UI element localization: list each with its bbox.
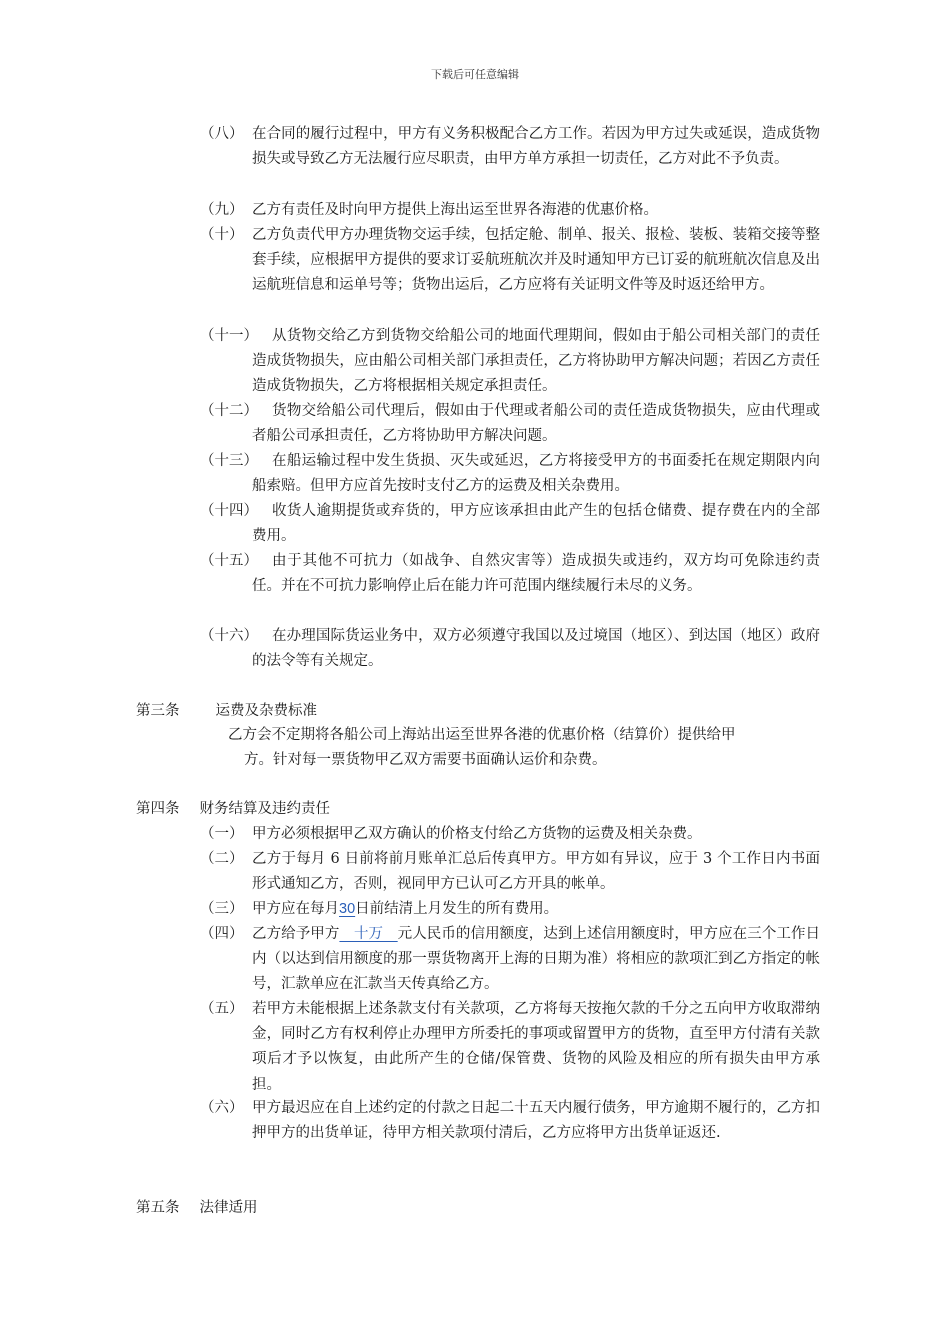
credit-amount-field: 十万 — [339, 926, 398, 942]
finance-item-5 — [200, 997, 820, 1098]
clause-item-12 — [200, 399, 820, 449]
clause-text: 乙方于每月 6 日前将前月账单汇总后传真甲方。甲方如有异议，应于 3 个工作日内书面形式通知乙方，否则，视同甲方已认可乙方开具的帐单。 — [252, 851, 820, 893]
clause-number: （十三） — [200, 453, 258, 469]
clause-text: 由于其他不可抗力（如战争、自然灾害等）造成损失或违约，双方均可免除违约责任。并在不可抗力影响停止后在能力许可范围内继续履行未尽的义务。 — [252, 553, 820, 595]
article-title: 法律适用 — [199, 1200, 258, 1216]
text-segment: 元人民币的信用额度，达到上述信用额度时，甲方应在三个工作日内（以达到信用额度的那一票货物离开上海的日期为准）将相应的款项汇到乙方指定的帐号，汇款单应在汇款当天传真给乙方。 — [252, 926, 821, 993]
clause-text — [200, 922, 820, 998]
article-number: 第三条 — [136, 703, 180, 719]
clause-item-14 — [200, 499, 820, 549]
clause-text: 若甲方未能根据上述条款支付有关款项，乙方将每天按拖欠款的千分之五向甲方收取滞纳金，同时乙方有权利停止办理甲方所委托的事项或留置甲方的货物，直至甲方付清有关款项后才予以恢复，由此所产生的仓储/保管费、货物的风险及相应的所有损失由甲方承担。 — [252, 1001, 820, 1093]
clause-text: 货物交给船公司代理后，假如由于代理或者船公司的责任造成货物损失，应由代理或者船公司承担责任，乙方将协助甲方解决问题。 — [252, 403, 820, 445]
text-segment: 日前结清上月发生的所有费用。 — [355, 901, 559, 917]
clause-text: 乙方有责任及时向甲方提供上海出运至世界各海港的优惠价格。 — [252, 202, 658, 218]
clause-text: 在船运输过程中发生货损、灭失或延迟，乙方将接受甲方的书面委托在规定期限内向船索赔。但甲方应首先按时支付乙方的运费及相关杂费用。 — [252, 453, 820, 495]
clause-number: （一） — [200, 826, 244, 842]
clause-number: （六） — [200, 1100, 244, 1116]
finance-item-6 — [200, 1096, 820, 1146]
clause-number: （十六） — [200, 628, 258, 644]
clause-text: 在合同的履行过程中，甲方有义务积极配合乙方工作。若因为甲方过失或延误，造成货物损失或导致乙方无法履行应尽职责，由甲方单方承担一切责任，乙方对此不予负责。 — [252, 126, 820, 168]
payment-day-field: 30 — [339, 901, 356, 917]
clause-item-11 — [200, 324, 820, 400]
article-3-paragraph — [228, 723, 818, 773]
clause-number: （五） — [200, 1001, 244, 1017]
finance-item-4 — [200, 922, 820, 998]
article-3-heading — [136, 699, 317, 724]
article-title: 财务结算及违约责任 — [199, 801, 330, 817]
text-segment: 乙方给予甲方 — [252, 926, 340, 942]
clause-item-8 — [200, 122, 820, 172]
clause-text — [200, 897, 820, 922]
text-segment: 甲方应在每月 — [252, 901, 339, 917]
clause-number: （八） — [200, 126, 244, 142]
finance-item-2 — [200, 847, 820, 897]
clause-item-10 — [200, 223, 820, 299]
finance-item-3 — [200, 897, 820, 922]
clause-number: （三） — [200, 901, 244, 917]
clause-item-13 — [200, 449, 820, 499]
clause-text: 从货物交给乙方到货物交给船公司的地面代理期间，假如由于船公司相关部门的责任造成货物损失，应由船公司相关部门承担责任，乙方将协助甲方解决问题；若因乙方责任造成货物损失，乙方将根据相关规定承担责任。 — [252, 328, 820, 395]
clause-number: （十） — [200, 227, 244, 243]
article-number: 第四条 — [136, 801, 180, 817]
clause-number: （十一） — [200, 328, 258, 344]
clause-text: 收货人逾期提货或弃货的，甲方应该承担由此产生的包括仓储费、提存费在内的全部费用。 — [252, 503, 820, 545]
clause-number: （四） — [200, 926, 244, 942]
clause-number: （二） — [200, 851, 244, 867]
clause-text: 在办理国际货运业务中，双方必须遵守我国以及过境国（地区）、到达国（地区）政府的法令等有关规定。 — [252, 628, 820, 670]
paragraph-line: 乙方会不定期将各船公司上海站出运至世界各港的优惠价格（结算价）提供给甲 — [228, 727, 736, 743]
clause-number: （十四） — [200, 503, 258, 519]
paragraph-line: 方。针对每一票货物甲乙双方需要书面确认运价和杂费。 — [244, 752, 607, 769]
article-4-heading — [136, 797, 330, 822]
clause-text: 甲方必须根据甲乙双方确认的价格支付给乙方货物的运费及相关杂费。 — [252, 826, 702, 842]
article-number: 第五条 — [136, 1200, 180, 1216]
clause-number: （十五） — [200, 553, 258, 569]
page-header: 下载后可任意编辑 — [431, 68, 519, 81]
article-5-heading — [136, 1196, 258, 1221]
clause-text: 甲方最迟应在自上述约定的付款之日起二十五天内履行债务，甲方逾期不履行的，乙方扣押甲方的出货单证，待甲方相关款项付清后，乙方应将甲方出货单证返还. — [252, 1100, 820, 1142]
finance-item-1 — [200, 822, 820, 847]
clause-item-9 — [200, 198, 820, 223]
clause-text: 乙方负责代甲方办理货物交运手续，包括定舱、制单、报关、报检、装板、装箱交接等整套手续，应根据甲方提供的要求订妥航班航次并及时通知甲方已订妥的航班航次信息及出运航班信息和运单号等；货物出运后，乙方应将有关证明文件等及时返还给甲方。 — [252, 227, 820, 294]
clause-item-15 — [200, 549, 820, 599]
clause-number: （九） — [200, 202, 244, 218]
clause-item-16 — [200, 624, 820, 674]
clause-number: （十二） — [200, 403, 258, 419]
article-title: 运费及杂费标准 — [215, 703, 317, 719]
